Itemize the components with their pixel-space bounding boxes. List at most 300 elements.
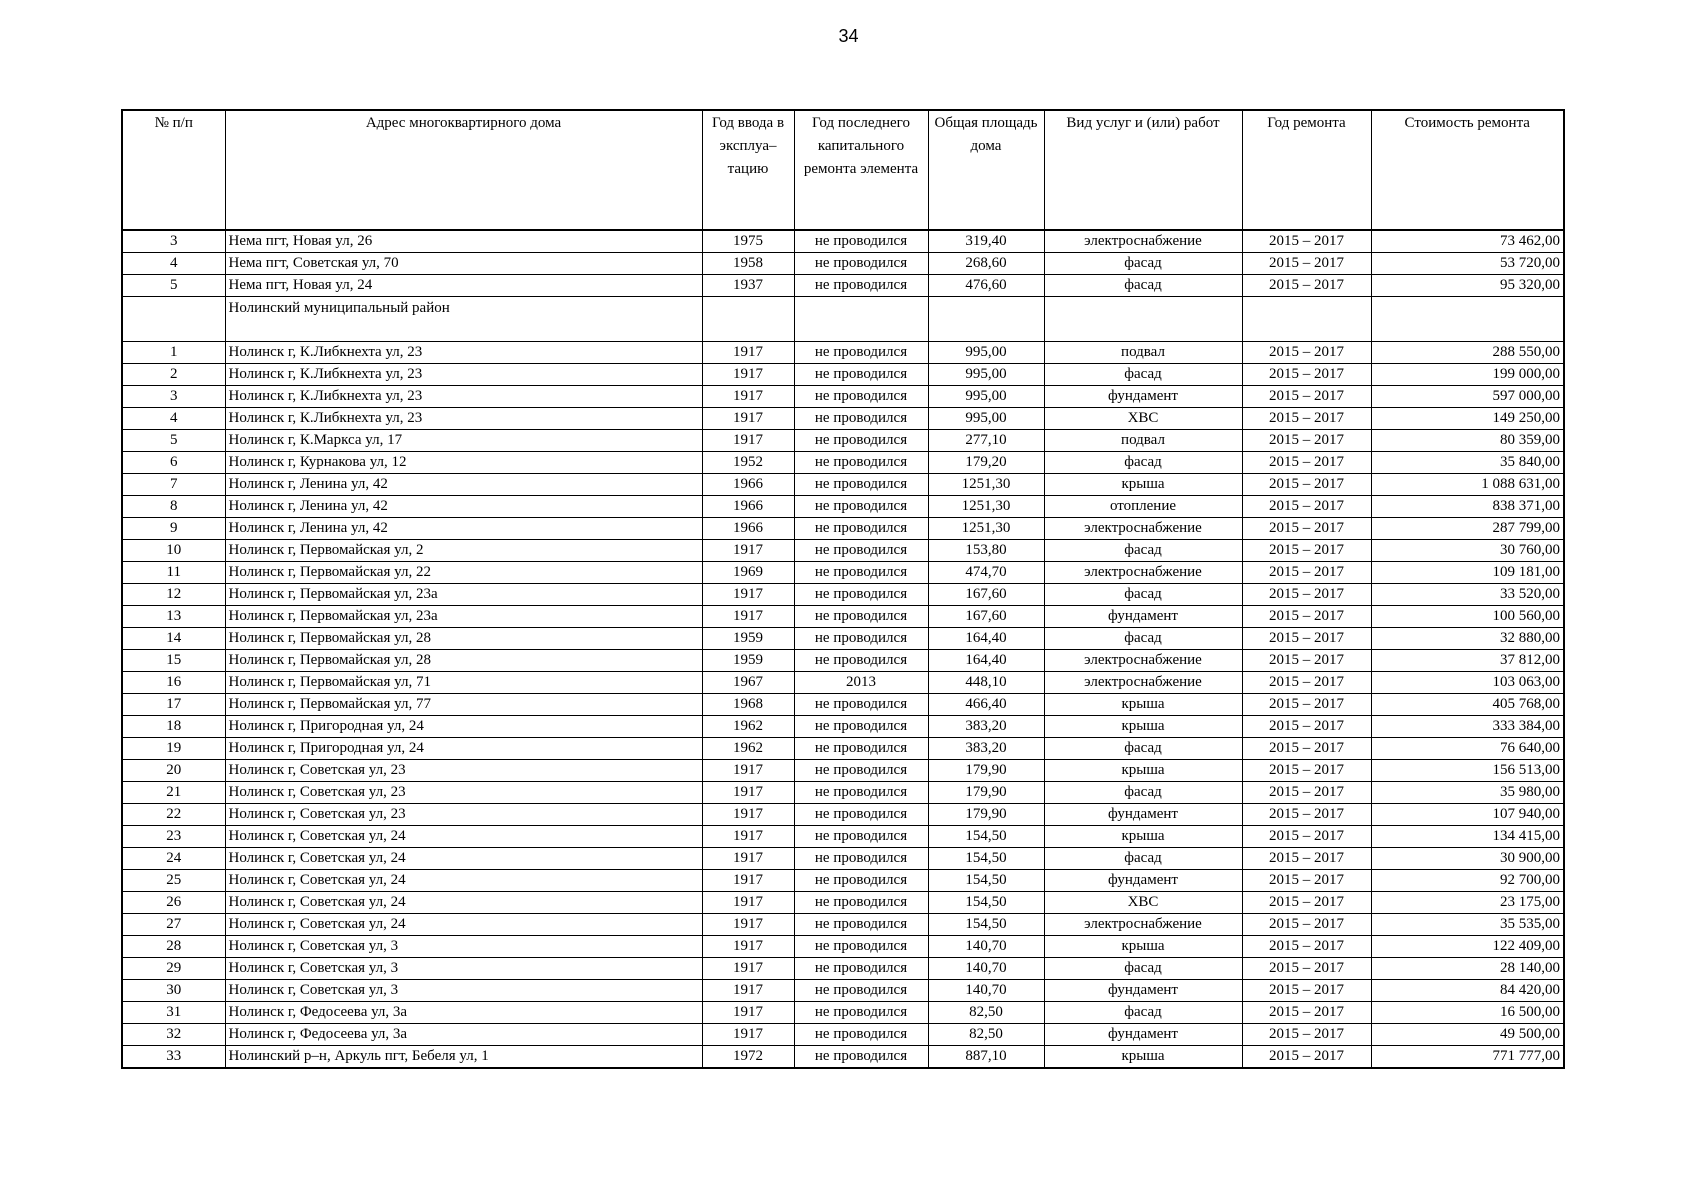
cell-area: 140,70 — [928, 958, 1044, 980]
cell-address: Нолинск г, Советская ул, 24 — [225, 848, 702, 870]
cell-cost: 92 700,00 — [1371, 870, 1564, 892]
cell-repair-period: 2015 – 2017 — [1242, 496, 1371, 518]
cell-work-type: крыша — [1044, 826, 1242, 848]
cell-address: Нолинск г, Первомайская ул, 23а — [225, 584, 702, 606]
cell-year-built: 1969 — [702, 562, 794, 584]
cell-num: 12 — [122, 584, 225, 606]
cell-work-type: подвал — [1044, 430, 1242, 452]
cell-num: 26 — [122, 892, 225, 914]
cell-work-type: фасад — [1044, 628, 1242, 650]
cell-area: 167,60 — [928, 606, 1044, 628]
cell-cost: 32 880,00 — [1371, 628, 1564, 650]
cell-address: Нолинск г, Советская ул, 24 — [225, 870, 702, 892]
cell-year-built: 1917 — [702, 870, 794, 892]
cell-area: 154,50 — [928, 870, 1044, 892]
cell-last-repair: не проводился — [794, 430, 928, 452]
cell-year-built: 1962 — [702, 716, 794, 738]
cell-cost: 771 777,00 — [1371, 1046, 1564, 1069]
cell-address: Нолинск г, Пригородная ул, 24 — [225, 716, 702, 738]
cell-area: 140,70 — [928, 936, 1044, 958]
cell-cost: 76 640,00 — [1371, 738, 1564, 760]
cell-num: 21 — [122, 782, 225, 804]
cell-work-type: крыша — [1044, 716, 1242, 738]
cell-repair-period: 2015 – 2017 — [1242, 253, 1371, 275]
cell-area: 153,80 — [928, 540, 1044, 562]
table-row — [122, 452, 1564, 474]
cell-address: Нолинск г, К.Либкнехта ул, 23 — [225, 342, 702, 364]
cell-year-built: 1917 — [702, 980, 794, 1002]
cell-area: 179,90 — [928, 804, 1044, 826]
cell-work-type: электроснабжение — [1044, 672, 1242, 694]
cell-last-repair: не проводился — [794, 914, 928, 936]
cell-repair-period: 2015 – 2017 — [1242, 584, 1371, 606]
empty-cell — [928, 297, 1044, 342]
cell-work-type: электроснабжение — [1044, 914, 1242, 936]
cell-area: 995,00 — [928, 386, 1044, 408]
cell-year-built: 1917 — [702, 1002, 794, 1024]
cell-work-type: отопление — [1044, 496, 1242, 518]
cell-num: 5 — [122, 430, 225, 452]
cell-work-type: фундамент — [1044, 386, 1242, 408]
cell-num: 5 — [122, 275, 225, 297]
cell-repair-period: 2015 – 2017 — [1242, 804, 1371, 826]
cell-last-repair: не проводился — [794, 606, 928, 628]
table-row — [122, 606, 1564, 628]
cell-area: 154,50 — [928, 892, 1044, 914]
table-row — [122, 848, 1564, 870]
cell-repair-period: 2015 – 2017 — [1242, 540, 1371, 562]
cell-work-type: электроснабжение — [1044, 518, 1242, 540]
cell-num: 17 — [122, 694, 225, 716]
cell-address: Нолинск г, Ленина ул, 42 — [225, 496, 702, 518]
cell-num: 7 — [122, 474, 225, 496]
cell-num: 16 — [122, 672, 225, 694]
cell-last-repair: не проводился — [794, 650, 928, 672]
cell-cost: 287 799,00 — [1371, 518, 1564, 540]
cell-num: 18 — [122, 716, 225, 738]
cell-address: Нолинск г, К.Маркса ул, 17 — [225, 430, 702, 452]
cell-num: 14 — [122, 628, 225, 650]
cell-work-type: фасад — [1044, 275, 1242, 297]
cell-work-type: фундамент — [1044, 870, 1242, 892]
cell-cost: 288 550,00 — [1371, 342, 1564, 364]
cell-area: 179,90 — [928, 760, 1044, 782]
cell-address: Нолинск г, Советская ул, 24 — [225, 914, 702, 936]
cell-repair-period: 2015 – 2017 — [1242, 562, 1371, 584]
cell-work-type: фасад — [1044, 782, 1242, 804]
table-row — [122, 650, 1564, 672]
table-row — [122, 253, 1564, 275]
header-last-repair: Год последнего капитального ремонта элемента — [794, 110, 928, 230]
cell-last-repair: 2013 — [794, 672, 928, 694]
cell-cost: 28 140,00 — [1371, 958, 1564, 980]
cell-num: 24 — [122, 848, 225, 870]
header-area: Общая площадь дома — [928, 110, 1044, 230]
cell-year-built: 1972 — [702, 1046, 794, 1069]
cell-address: Нолинск г, Первомайская ул, 71 — [225, 672, 702, 694]
cell-last-repair: не проводился — [794, 936, 928, 958]
cell-num: 23 — [122, 826, 225, 848]
cell-cost: 199 000,00 — [1371, 364, 1564, 386]
cell-area: 887,10 — [928, 1046, 1044, 1069]
cell-year-built: 1917 — [702, 1024, 794, 1046]
cell-last-repair: не проводился — [794, 386, 928, 408]
cell-repair-period: 2015 – 2017 — [1242, 628, 1371, 650]
cell-num: 25 — [122, 870, 225, 892]
cell-cost: 80 359,00 — [1371, 430, 1564, 452]
table-row — [122, 562, 1564, 584]
cell-last-repair: не проводился — [794, 496, 928, 518]
cell-last-repair: не проводился — [794, 738, 928, 760]
cell-repair-period: 2015 – 2017 — [1242, 892, 1371, 914]
cell-area: 167,60 — [928, 584, 1044, 606]
cell-address: Нолинск г, Первомайская ул, 23а — [225, 606, 702, 628]
cell-year-built: 1917 — [702, 364, 794, 386]
cell-cost: 134 415,00 — [1371, 826, 1564, 848]
repair-table — [121, 109, 1565, 1069]
cell-cost: 109 181,00 — [1371, 562, 1564, 584]
cell-address: Нолинск г, Ленина ул, 42 — [225, 518, 702, 540]
empty-cell — [794, 297, 928, 342]
table-row — [122, 892, 1564, 914]
cell-address: Нолинск г, Курнакова ул, 12 — [225, 452, 702, 474]
table-row — [122, 518, 1564, 540]
cell-address: Нолинск г, К.Либкнехта ул, 23 — [225, 364, 702, 386]
header-work: Вид услуг и (или) работ — [1044, 110, 1242, 230]
cell-year-built: 1917 — [702, 914, 794, 936]
cell-work-type: крыша — [1044, 474, 1242, 496]
cell-cost: 597 000,00 — [1371, 386, 1564, 408]
cell-last-repair: не проводился — [794, 980, 928, 1002]
table-row — [122, 430, 1564, 452]
cell-last-repair: не проводился — [794, 694, 928, 716]
cell-work-type: крыша — [1044, 936, 1242, 958]
cell-address: Нолинск г, Советская ул, 23 — [225, 760, 702, 782]
cell-work-type: фасад — [1044, 253, 1242, 275]
cell-last-repair: не проводился — [794, 408, 928, 430]
header-repair-year: Год ремонта — [1242, 110, 1371, 230]
table-row — [122, 914, 1564, 936]
cell-year-built: 1917 — [702, 936, 794, 958]
cell-cost: 37 812,00 — [1371, 650, 1564, 672]
cell-num: 31 — [122, 1002, 225, 1024]
cell-work-type: ХВС — [1044, 892, 1242, 914]
cell-work-type: фасад — [1044, 1002, 1242, 1024]
cell-num: 1 — [122, 342, 225, 364]
cell-repair-period: 2015 – 2017 — [1242, 1046, 1371, 1069]
cell-year-built: 1917 — [702, 540, 794, 562]
header-address: Адрес многоквартирного дома — [225, 110, 702, 230]
cell-address: Нолинск г, Советская ул, 3 — [225, 958, 702, 980]
cell-repair-period: 2015 – 2017 — [1242, 738, 1371, 760]
table-row — [122, 386, 1564, 408]
cell-area: 448,10 — [928, 672, 1044, 694]
table-row — [122, 958, 1564, 980]
cell-address: Нолинск г, Советская ул, 24 — [225, 826, 702, 848]
cell-address: Нолинск г, Федосеева ул, 3а — [225, 1002, 702, 1024]
table-row — [122, 275, 1564, 297]
cell-address: Нолинск г, Первомайская ул, 77 — [225, 694, 702, 716]
cell-address: Нолинск г, Федосеева ул, 3а — [225, 1024, 702, 1046]
cell-address: Нолинск г, Первомайская ул, 28 — [225, 628, 702, 650]
cell-repair-period: 2015 – 2017 — [1242, 230, 1371, 253]
table-row — [122, 1002, 1564, 1024]
cell-year-built: 1917 — [702, 760, 794, 782]
cell-last-repair: не проводился — [794, 782, 928, 804]
cell-year-built: 1917 — [702, 342, 794, 364]
cell-last-repair: не проводился — [794, 275, 928, 297]
cell-work-type: фасад — [1044, 364, 1242, 386]
table-row — [122, 496, 1564, 518]
cell-repair-period: 2015 – 2017 — [1242, 760, 1371, 782]
cell-repair-period: 2015 – 2017 — [1242, 694, 1371, 716]
cell-repair-period: 2015 – 2017 — [1242, 606, 1371, 628]
table-row — [122, 870, 1564, 892]
empty-cell — [1371, 297, 1564, 342]
cell-last-repair: не проводился — [794, 584, 928, 606]
cell-area: 383,20 — [928, 716, 1044, 738]
cell-year-built: 1917 — [702, 584, 794, 606]
table-row — [122, 474, 1564, 496]
cell-last-repair: не проводился — [794, 562, 928, 584]
cell-last-repair: не проводился — [794, 628, 928, 650]
cell-last-repair: не проводился — [794, 870, 928, 892]
cell-cost: 16 500,00 — [1371, 1002, 1564, 1024]
cell-year-built: 1952 — [702, 452, 794, 474]
table-row — [122, 342, 1564, 364]
cell-year-built: 1917 — [702, 958, 794, 980]
cell-work-type: фундамент — [1044, 606, 1242, 628]
cell-work-type: подвал — [1044, 342, 1242, 364]
cell-repair-period: 2015 – 2017 — [1242, 716, 1371, 738]
cell-area: 154,50 — [928, 914, 1044, 936]
cell-last-repair: не проводился — [794, 540, 928, 562]
empty-cell — [1044, 297, 1242, 342]
cell-area: 995,00 — [928, 408, 1044, 430]
table-row — [122, 1024, 1564, 1046]
cell-year-built: 1917 — [702, 892, 794, 914]
table-row — [122, 760, 1564, 782]
cell-last-repair: не проводился — [794, 1002, 928, 1024]
cell-work-type: фасад — [1044, 452, 1242, 474]
page-number: 34 — [838, 26, 859, 46]
cell-area: 383,20 — [928, 738, 1044, 760]
cell-last-repair: не проводился — [794, 364, 928, 386]
cell-address: Нолинск г, Советская ул, 23 — [225, 804, 702, 826]
cell-address: Нолинск г, Советская ул, 3 — [225, 980, 702, 1002]
cell-address: Нолинск г, Пригородная ул, 24 — [225, 738, 702, 760]
cell-address: Нолинск г, Советская ул, 3 — [225, 936, 702, 958]
cell-address: Нолинск г, Первомайская ул, 2 — [225, 540, 702, 562]
cell-cost: 333 384,00 — [1371, 716, 1564, 738]
cell-repair-period: 2015 – 2017 — [1242, 1002, 1371, 1024]
cell-num: 28 — [122, 936, 225, 958]
cell-year-built: 1967 — [702, 672, 794, 694]
cell-work-type: фундамент — [1044, 1024, 1242, 1046]
cell-last-repair: не проводился — [794, 804, 928, 826]
cell-area: 82,50 — [928, 1024, 1044, 1046]
cell-year-built: 1958 — [702, 253, 794, 275]
cell-year-built: 1917 — [702, 804, 794, 826]
cell-work-type: фундамент — [1044, 804, 1242, 826]
cell-area: 154,50 — [928, 848, 1044, 870]
table-row — [122, 826, 1564, 848]
cell-last-repair: не проводился — [794, 848, 928, 870]
cell-area: 154,50 — [928, 826, 1044, 848]
cell-cost: 53 720,00 — [1371, 253, 1564, 275]
table-row — [122, 672, 1564, 694]
table-row — [122, 628, 1564, 650]
cell-address: Нолинск г, Ленина ул, 42 — [225, 474, 702, 496]
table-row — [122, 804, 1564, 826]
cell-num: 11 — [122, 562, 225, 584]
table-body — [122, 230, 1564, 1068]
cell-cost: 103 063,00 — [1371, 672, 1564, 694]
cell-address: Нолинск г, Советская ул, 23 — [225, 782, 702, 804]
cell-work-type: фундамент — [1044, 980, 1242, 1002]
cell-area: 82,50 — [928, 1002, 1044, 1024]
cell-last-repair: не проводился — [794, 1024, 928, 1046]
cell-cost: 156 513,00 — [1371, 760, 1564, 782]
cell-area: 466,40 — [928, 694, 1044, 716]
cell-year-built: 1962 — [702, 738, 794, 760]
cell-repair-period: 2015 – 2017 — [1242, 518, 1371, 540]
cell-area: 179,20 — [928, 452, 1044, 474]
cell-last-repair: не проводился — [794, 253, 928, 275]
cell-repair-period: 2015 – 2017 — [1242, 672, 1371, 694]
cell-repair-period: 2015 – 2017 — [1242, 848, 1371, 870]
cell-repair-period: 2015 – 2017 — [1242, 936, 1371, 958]
cell-last-repair: не проводился — [794, 342, 928, 364]
cell-num: 19 — [122, 738, 225, 760]
header-cost: Стоимость ремонта — [1371, 110, 1564, 230]
table-row — [122, 716, 1564, 738]
cell-address: Нолинский р–н, Аркуль пгт, Бебеля ул, 1 — [225, 1046, 702, 1069]
cell-work-type: фасад — [1044, 848, 1242, 870]
cell-year-built: 1959 — [702, 650, 794, 672]
cell-num: 2 — [122, 364, 225, 386]
cell-num: 15 — [122, 650, 225, 672]
cell-cost: 405 768,00 — [1371, 694, 1564, 716]
cell-work-type: электроснабжение — [1044, 562, 1242, 584]
cell-address: Нолинск г, К.Либкнехта ул, 23 — [225, 408, 702, 430]
cell-cost: 838 371,00 — [1371, 496, 1564, 518]
cell-num: 4 — [122, 408, 225, 430]
cell-num: 10 — [122, 540, 225, 562]
cell-area: 476,60 — [928, 275, 1044, 297]
cell-year-built: 1966 — [702, 518, 794, 540]
cell-last-repair: не проводился — [794, 892, 928, 914]
cell-repair-period: 2015 – 2017 — [1242, 364, 1371, 386]
cell-area: 277,10 — [928, 430, 1044, 452]
cell-year-built: 1966 — [702, 474, 794, 496]
cell-num: 30 — [122, 980, 225, 1002]
cell-area: 474,70 — [928, 562, 1044, 584]
cell-cost: 49 500,00 — [1371, 1024, 1564, 1046]
cell-work-type: электроснабжение — [1044, 650, 1242, 672]
cell-last-repair: не проводился — [794, 518, 928, 540]
cell-year-built: 1937 — [702, 275, 794, 297]
group-title: Нолинский муниципальный район — [225, 297, 702, 342]
cell-cost: 30 900,00 — [1371, 848, 1564, 870]
cell-num: 3 — [122, 230, 225, 253]
cell-last-repair: не проводился — [794, 230, 928, 253]
cell-area: 164,40 — [928, 628, 1044, 650]
cell-area: 164,40 — [928, 650, 1044, 672]
cell-cost: 95 320,00 — [1371, 275, 1564, 297]
cell-area: 1251,30 — [928, 496, 1044, 518]
cell-num: 6 — [122, 452, 225, 474]
cell-work-type: фасад — [1044, 958, 1242, 980]
cell-repair-period: 2015 – 2017 — [1242, 826, 1371, 848]
cell-year-built: 1917 — [702, 826, 794, 848]
cell-year-built: 1959 — [702, 628, 794, 650]
cell-last-repair: не проводился — [794, 760, 928, 782]
cell-year-built: 1917 — [702, 430, 794, 452]
header-year-built: Год ввода в эксплуа– тацию — [702, 110, 794, 230]
cell-address: Нема пгт, Новая ул, 26 — [225, 230, 702, 253]
cell-num: 22 — [122, 804, 225, 826]
cell-last-repair: не проводился — [794, 1046, 928, 1069]
cell-num: 3 — [122, 386, 225, 408]
cell-work-type: крыша — [1044, 694, 1242, 716]
table-row — [122, 584, 1564, 606]
cell-cost: 23 175,00 — [1371, 892, 1564, 914]
cell-repair-period: 2015 – 2017 — [1242, 342, 1371, 364]
cell-address: Нолинск г, Первомайская ул, 28 — [225, 650, 702, 672]
cell-repair-period: 2015 – 2017 — [1242, 914, 1371, 936]
cell-cost: 100 560,00 — [1371, 606, 1564, 628]
group-row — [122, 297, 1564, 342]
cell-address: Нолинск г, К.Либкнехта ул, 23 — [225, 386, 702, 408]
table-row — [122, 230, 1564, 253]
cell-cost: 35 840,00 — [1371, 452, 1564, 474]
cell-last-repair: не проводился — [794, 452, 928, 474]
table-row — [122, 936, 1564, 958]
empty-cell — [1242, 297, 1371, 342]
table-row — [122, 738, 1564, 760]
table-row — [122, 364, 1564, 386]
cell-repair-period: 2015 – 2017 — [1242, 1024, 1371, 1046]
cell-address: Нолинск г, Первомайская ул, 22 — [225, 562, 702, 584]
cell-work-type: фасад — [1044, 738, 1242, 760]
cell-area: 995,00 — [928, 364, 1044, 386]
cell-year-built: 1917 — [702, 386, 794, 408]
cell-address: Нема пгт, Советская ул, 70 — [225, 253, 702, 275]
cell-year-built: 1975 — [702, 230, 794, 253]
cell-area: 140,70 — [928, 980, 1044, 1002]
cell-year-built: 1966 — [702, 496, 794, 518]
cell-area: 268,60 — [928, 253, 1044, 275]
cell-cost: 73 462,00 — [1371, 230, 1564, 253]
cell-year-built: 1917 — [702, 782, 794, 804]
cell-num: 8 — [122, 496, 225, 518]
cell-cost: 35 980,00 — [1371, 782, 1564, 804]
empty-cell — [122, 297, 225, 342]
cell-last-repair: не проводился — [794, 474, 928, 496]
cell-year-built: 1917 — [702, 606, 794, 628]
table-row — [122, 540, 1564, 562]
cell-num: 29 — [122, 958, 225, 980]
cell-cost: 149 250,00 — [1371, 408, 1564, 430]
table-row — [122, 408, 1564, 430]
cell-repair-period: 2015 – 2017 — [1242, 870, 1371, 892]
table-row — [122, 980, 1564, 1002]
cell-num: 32 — [122, 1024, 225, 1046]
cell-area: 319,40 — [928, 230, 1044, 253]
cell-num: 27 — [122, 914, 225, 936]
empty-cell — [702, 297, 794, 342]
